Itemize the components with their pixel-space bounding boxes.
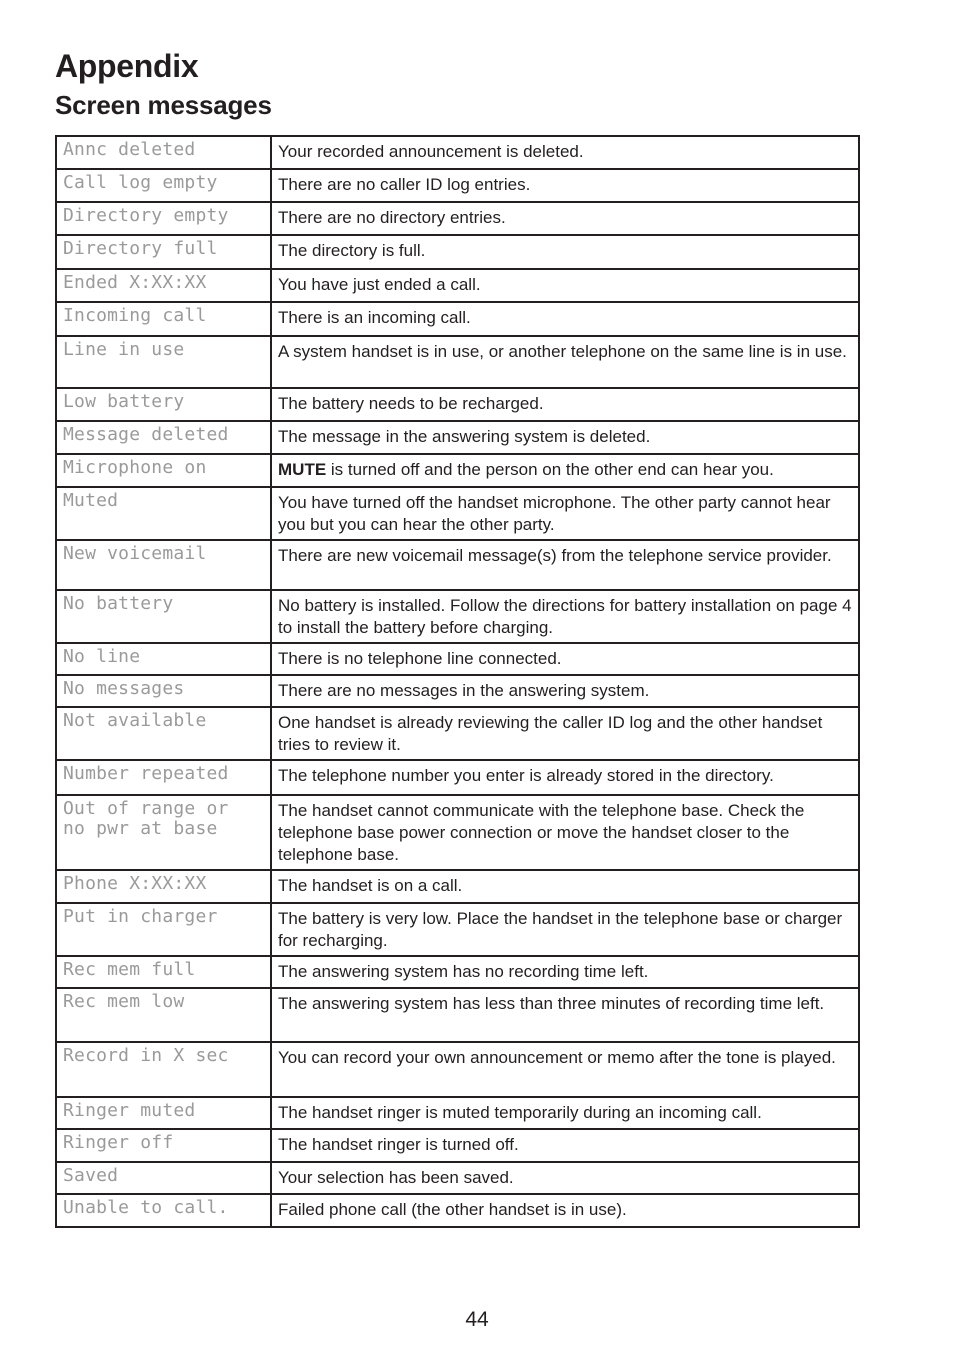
table-row <box>56 675 859 707</box>
description-cell <box>271 136 859 169</box>
description-cell <box>271 675 859 707</box>
table-row <box>56 454 859 487</box>
table-row <box>56 487 859 540</box>
description-cell <box>271 643 859 675</box>
description-text: The answering system has less than three minutes of recording time left. <box>278 994 825 1013</box>
table-row <box>56 1042 859 1097</box>
table-row <box>56 870 859 903</box>
description-cell <box>271 487 859 540</box>
description-text: The telephone number you enter is already stored in the directory. <box>278 766 774 785</box>
screen-message-cell: Rec mem low <box>56 988 271 1042</box>
description-text: The handset cannot communicate with the telephone base. Check the telephone base power connection or move the handset closer to the telephone base. <box>278 801 805 864</box>
description-cell <box>271 202 859 235</box>
table-row <box>56 540 859 590</box>
screen-message-cell: Ringer off <box>56 1129 271 1162</box>
table-row <box>56 1129 859 1162</box>
section-title: Screen messages <box>55 90 272 120</box>
description-text: A system handset is in use, or another telephone on the same line is in use. <box>278 342 847 361</box>
description-cell <box>271 1194 859 1227</box>
description-text: The battery needs to be recharged. <box>278 394 544 413</box>
screen-message-cell: Line in use <box>56 336 271 388</box>
screen-message-cell: Incoming call <box>56 302 271 336</box>
screen-message-cell: Low battery <box>56 388 271 421</box>
description-cell <box>271 956 859 988</box>
screen-message-cell: Directory full <box>56 235 271 269</box>
description-text: The message in the answering system is deleted. <box>278 427 651 446</box>
description-text: The battery is very low. Place the handset in the telephone base or charger for recharging. <box>278 909 843 950</box>
screen-message-cell: No messages <box>56 675 271 707</box>
screen-message-cell: Ended X:XX:XX <box>56 269 271 302</box>
description-text: There are no messages in the answering system. <box>278 681 650 700</box>
description-text: The handset ringer is muted temporarily during an incoming call. <box>278 1103 762 1122</box>
screen-message-cell: No line <box>56 643 271 675</box>
table-body <box>56 136 859 1227</box>
table-row <box>56 956 859 988</box>
screen-message-cell: Not available <box>56 707 271 760</box>
table-row <box>56 1097 859 1129</box>
description-cell <box>271 336 859 388</box>
screen-message-cell: Microphone on <box>56 454 271 487</box>
description-text: is turned off and the person on the other end can hear you. <box>326 460 774 479</box>
screen-message-cell: Annc deleted <box>56 136 271 169</box>
description-cell <box>271 454 859 487</box>
description-cell <box>271 590 859 643</box>
description-cell <box>271 1162 859 1194</box>
description-cell <box>271 795 859 870</box>
description-text: There are new voicemail message(s) from the telephone service provider. <box>278 546 832 565</box>
table-row <box>56 136 859 169</box>
description-text: One handset is already reviewing the caller ID log and the other handset tries to review it. <box>278 713 823 754</box>
description-cell <box>271 1042 859 1097</box>
description-text: There are no directory entries. <box>278 208 506 227</box>
description-text: Your recorded announcement is deleted. <box>278 142 584 161</box>
description-cell <box>271 302 859 336</box>
screen-message-cell: Directory empty <box>56 202 271 235</box>
description-cell <box>271 988 859 1042</box>
screen-message-cell: New voicemail <box>56 540 271 590</box>
table-row <box>56 302 859 336</box>
description-cell <box>271 169 859 202</box>
description-text: Failed phone call (the other handset is in use). <box>278 1200 627 1219</box>
screen-message-cell: Call log empty <box>56 169 271 202</box>
description-text: The directory is full. <box>278 241 426 260</box>
page-title: Appendix <box>55 48 199 84</box>
description-text: Your selection has been saved. <box>278 1168 514 1187</box>
table-row <box>56 590 859 643</box>
description-cell <box>271 903 859 956</box>
table-row <box>56 643 859 675</box>
description-text: There is no telephone line connected. <box>278 649 562 668</box>
screen-message-cell: Muted <box>56 487 271 540</box>
description-cell <box>271 1097 859 1129</box>
page-number: 44 <box>465 1308 489 1331</box>
description-text: There is an incoming call. <box>278 308 471 327</box>
screen-message-cell: Message deleted <box>56 421 271 454</box>
table-row <box>56 169 859 202</box>
description-cell <box>271 421 859 454</box>
screen-message-cell: Ringer muted <box>56 1097 271 1129</box>
description-cell <box>271 235 859 269</box>
description-text: The handset ringer is turned off. <box>278 1135 519 1154</box>
table-row <box>56 388 859 421</box>
description-text: The handset is on a call. <box>278 876 463 895</box>
table-row <box>56 760 859 795</box>
screen-message-cell: Saved <box>56 1162 271 1194</box>
table-row <box>56 1162 859 1194</box>
table-row <box>56 421 859 454</box>
table-row <box>56 903 859 956</box>
screen-message-cell: Rec mem full <box>56 956 271 988</box>
table-row <box>56 235 859 269</box>
screen-message-cell: Put in charger <box>56 903 271 956</box>
description-text: You can record your own announcement or memo after the tone is played. <box>278 1048 836 1067</box>
screen-message-cell: Phone X:XX:XX <box>56 870 271 903</box>
screen-message-cell: Unable to call. <box>56 1194 271 1227</box>
screen-message-cell: Record in X sec <box>56 1042 271 1097</box>
table-row <box>56 202 859 235</box>
table-row <box>56 336 859 388</box>
description-text: No battery is installed. Follow the directions for battery installation on page 4 to install the battery before charging. <box>278 596 852 637</box>
table-row <box>56 988 859 1042</box>
description-cell <box>271 760 859 795</box>
description-cell <box>271 388 859 421</box>
table-row <box>56 269 859 302</box>
description-text: There are no caller ID log entries. <box>278 175 531 194</box>
screen-messages-table <box>55 135 860 1228</box>
description-cell <box>271 1129 859 1162</box>
table-row <box>56 795 859 870</box>
description-cell <box>271 540 859 590</box>
screen-message-cell: Out of range or no pwr at base <box>56 795 271 870</box>
table-row <box>56 1194 859 1227</box>
screen-message-cell: Number repeated <box>56 760 271 795</box>
description-text: You have just ended a call. <box>278 275 481 294</box>
description-cell <box>271 269 859 302</box>
screen-message-cell: No battery <box>56 590 271 643</box>
description-cell <box>271 707 859 760</box>
description-text: You have turned off the handset microphone. The other party cannot hear you but you can hear the other party. <box>278 493 831 534</box>
description-text: The answering system has no recording time left. <box>278 962 649 981</box>
bold-term: MUTE <box>278 460 327 479</box>
description-cell <box>271 870 859 903</box>
table-row <box>56 707 859 760</box>
